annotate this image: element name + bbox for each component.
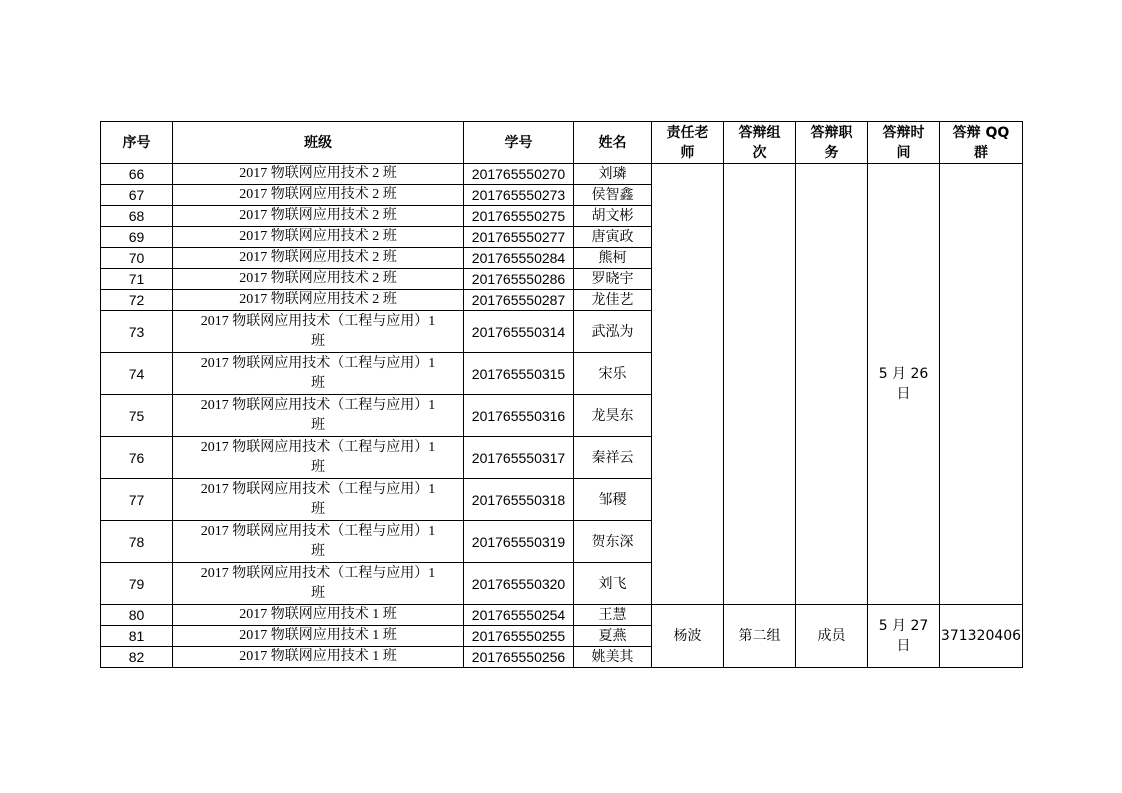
cell-name: 邹稷 — [574, 479, 652, 521]
class-line2: 班 — [311, 585, 325, 601]
cell-class: 2017 物联网应用技术 2 班 — [173, 290, 464, 311]
cell-seq: 76 — [101, 437, 173, 479]
cell-name: 姚美其 — [574, 647, 652, 668]
header-class: 班级 — [173, 122, 464, 164]
time-block1-line1: 5 月 26 — [878, 366, 929, 382]
cell-seq: 77 — [101, 479, 173, 521]
cell-class — [173, 521, 464, 563]
cell-student-id: 201765550320 — [464, 563, 574, 605]
cell-class: 2017 物联网应用技术 1 班 — [173, 626, 464, 647]
cell-time-block1 — [868, 164, 940, 605]
header-teacher-line2: 师 — [680, 144, 695, 161]
cell-role-block1 — [796, 164, 868, 605]
cell-qq-block2: 371320406 — [940, 605, 1023, 668]
cell-student-id: 201765550286 — [464, 269, 574, 290]
cell-name: 武泓为 — [574, 311, 652, 353]
cell-student-id: 201765550314 — [464, 311, 574, 353]
cell-student-id: 201765550255 — [464, 626, 574, 647]
cell-time-block2 — [868, 605, 940, 668]
header-time-line1: 答辩时 — [882, 124, 925, 141]
cell-class: 2017 物联网应用技术 2 班 — [173, 227, 464, 248]
cell-class: 2017 物联网应用技术 2 班 — [173, 206, 464, 227]
cell-name: 龙佳艺 — [574, 290, 652, 311]
cell-seq: 66 — [101, 164, 173, 185]
cell-teacher-block2: 杨波 — [652, 605, 724, 668]
header-qq-line1: 答辩 QQ — [952, 124, 1010, 141]
header-name: 姓名 — [574, 122, 652, 164]
cell-seq: 71 — [101, 269, 173, 290]
table-row — [101, 605, 1023, 626]
cell-student-id: 201765550316 — [464, 395, 574, 437]
class-line1: 2017 物联网应用技术（工程与应用）1 — [200, 355, 436, 371]
class-line1: 2017 物联网应用技术（工程与应用）1 — [200, 439, 436, 455]
header-time — [868, 122, 940, 164]
cell-student-id: 201765550318 — [464, 479, 574, 521]
cell-seq: 82 — [101, 647, 173, 668]
header-group — [724, 122, 796, 164]
cell-seq: 72 — [101, 290, 173, 311]
cell-name: 罗晓宇 — [574, 269, 652, 290]
cell-student-id: 201765550317 — [464, 437, 574, 479]
cell-seq: 70 — [101, 248, 173, 269]
header-row — [101, 122, 1023, 164]
header-group-line2: 次 — [752, 144, 767, 161]
cell-role-block2: 成员 — [796, 605, 868, 668]
cell-student-id: 201765550273 — [464, 185, 574, 206]
class-line2: 班 — [311, 501, 325, 517]
class-line2: 班 — [311, 459, 325, 475]
header-teacher-line1: 责任老 — [666, 124, 709, 141]
cell-name: 龙昊东 — [574, 395, 652, 437]
cell-seq: 69 — [101, 227, 173, 248]
cell-student-id: 201765550277 — [464, 227, 574, 248]
header-qq-line2: 群 — [974, 144, 988, 161]
cell-name: 刘璘 — [574, 164, 652, 185]
cell-seq: 81 — [101, 626, 173, 647]
cell-class — [173, 479, 464, 521]
cell-name: 唐寅政 — [574, 227, 652, 248]
defense-schedule-table — [100, 121, 1023, 668]
cell-group-block2: 第二组 — [724, 605, 796, 668]
cell-student-id: 201765550315 — [464, 353, 574, 395]
cell-seq: 73 — [101, 311, 173, 353]
class-line1: 2017 物联网应用技术（工程与应用）1 — [200, 523, 436, 539]
cell-class — [173, 353, 464, 395]
cell-student-id: 201765550319 — [464, 521, 574, 563]
cell-seq: 79 — [101, 563, 173, 605]
cell-seq: 78 — [101, 521, 173, 563]
cell-student-id: 201765550256 — [464, 647, 574, 668]
cell-name: 秦祥云 — [574, 437, 652, 479]
time-block2-line1: 5 月 27 — [878, 618, 929, 634]
cell-seq: 74 — [101, 353, 173, 395]
cell-seq: 68 — [101, 206, 173, 227]
cell-class: 2017 物联网应用技术 2 班 — [173, 269, 464, 290]
cell-class: 2017 物联网应用技术 2 班 — [173, 164, 464, 185]
cell-qq-block1 — [940, 164, 1023, 605]
cell-class: 2017 物联网应用技术 1 班 — [173, 605, 464, 626]
cell-name: 王慧 — [574, 605, 652, 626]
header-student-id: 学号 — [464, 122, 574, 164]
cell-class — [173, 311, 464, 353]
cell-name: 刘飞 — [574, 563, 652, 605]
cell-class — [173, 563, 464, 605]
cell-name: 贺东深 — [574, 521, 652, 563]
header-seq: 序号 — [101, 122, 173, 164]
cell-student-id: 201765550287 — [464, 290, 574, 311]
cell-student-id: 201765550284 — [464, 248, 574, 269]
class-line2: 班 — [311, 417, 325, 433]
header-qq — [940, 122, 1023, 164]
cell-class: 2017 物联网应用技术 1 班 — [173, 647, 464, 668]
cell-student-id: 201765550254 — [464, 605, 574, 626]
cell-name: 胡文彬 — [574, 206, 652, 227]
cell-teacher-block1 — [652, 164, 724, 605]
header-teacher — [652, 122, 724, 164]
header-role-line1: 答辩职 — [810, 124, 853, 141]
cell-student-id: 201765550275 — [464, 206, 574, 227]
cell-class: 2017 物联网应用技术 2 班 — [173, 185, 464, 206]
cell-class — [173, 395, 464, 437]
class-line2: 班 — [311, 543, 325, 559]
table-row — [101, 164, 1023, 185]
cell-seq: 67 — [101, 185, 173, 206]
cell-seq: 80 — [101, 605, 173, 626]
cell-class — [173, 437, 464, 479]
cell-name: 夏燕 — [574, 626, 652, 647]
cell-student-id: 201765550270 — [464, 164, 574, 185]
cell-seq: 75 — [101, 395, 173, 437]
header-role — [796, 122, 868, 164]
cell-name: 熊柯 — [574, 248, 652, 269]
cell-class: 2017 物联网应用技术 2 班 — [173, 248, 464, 269]
class-line1: 2017 物联网应用技术（工程与应用）1 — [200, 397, 436, 413]
cell-group-block1 — [724, 164, 796, 605]
class-line1: 2017 物联网应用技术（工程与应用）1 — [200, 313, 436, 329]
header-group-line1: 答辩组 — [738, 124, 781, 141]
class-line1: 2017 物联网应用技术（工程与应用）1 — [200, 481, 436, 497]
cell-name: 侯智鑫 — [574, 185, 652, 206]
header-time-line2: 间 — [896, 144, 911, 161]
class-line2: 班 — [311, 375, 325, 391]
time-block1-line2: 日 — [896, 386, 911, 402]
class-line1: 2017 物联网应用技术（工程与应用）1 — [200, 565, 436, 581]
class-line2: 班 — [311, 333, 325, 349]
cell-name: 宋乐 — [574, 353, 652, 395]
time-block2-line2: 日 — [896, 638, 911, 654]
header-role-line2: 务 — [824, 144, 839, 161]
